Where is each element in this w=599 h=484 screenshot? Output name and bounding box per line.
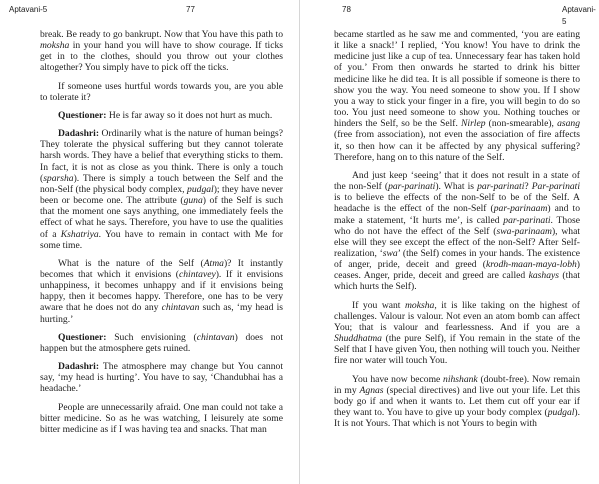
text-run: break. Be ready to go bankrupt. Now that You have this path to — [40, 29, 283, 40]
italic-term: sparsha — [43, 172, 74, 184]
italic-term: Agnas — [359, 384, 384, 396]
italic-term: chintavan — [161, 302, 200, 314]
text-run: (non-smearable), — [485, 118, 558, 130]
text-run: ). What is — [435, 181, 478, 193]
text-run: ). It is not Yours. That which is not Yours to begin with — [334, 407, 580, 430]
body-paragraph — [40, 332, 283, 354]
speaker-label: Questioner: — [58, 331, 107, 343]
text-run: ? — [524, 181, 532, 193]
text-run: such as, ‘my head is hurting.’ — [40, 302, 284, 325]
italic-term: Kshatriya — [60, 228, 99, 240]
italic-term: swa — [382, 247, 398, 259]
text-run: ). If it envisions unhappiness, it becomes unhappy and if it envisions being happy, then it becomes happy. Therefore, one has to be very aware that he does not do any — [40, 268, 283, 314]
text-run: ); they have never been or become one. The attribute ( — [40, 183, 283, 207]
italic-term: Par-parinati — [531, 181, 580, 193]
italic-term: Atma — [203, 257, 224, 269]
page-body — [40, 29, 283, 438]
text-run: ). There is simply a touch between the Self and the non-Self (the physical body complex, — [40, 172, 283, 195]
italic-term: par-parinaam — [493, 203, 548, 215]
italic-term: par-parinati — [477, 181, 525, 193]
page-body — [334, 29, 580, 432]
italic-term: chintavey — [178, 268, 216, 280]
body-paragraph — [40, 128, 283, 251]
italic-term: par-parinati — [388, 181, 436, 193]
text-run: If someone uses hurtful words towards you, are you able to tolerate it? — [40, 80, 283, 103]
text-run: in your hand you will have to show courage. If ticks get in to the clothes, should you throw out your clothes altogether? You simply have to pick off the ticks. — [40, 40, 283, 74]
speaker-label: Dadashri: — [58, 128, 100, 140]
left-page — [0, 0, 299, 484]
body-paragraph — [40, 81, 283, 103]
italic-term: par-parinati — [503, 214, 551, 226]
speaker-label: Dadashri: — [58, 361, 100, 373]
page-number: 78 — [342, 5, 351, 14]
text-run: is to believe the effects of the non-Self to be of the Self. A headache is the effect of the non-Self ( — [334, 192, 580, 215]
text-run: ) of the Self is such that the moment one says anything, one immediately feels the effect of what he says. Therefore, you have to use the qualities of a — [40, 195, 283, 240]
right-page — [300, 0, 599, 484]
body-paragraph — [40, 258, 283, 325]
text-run: He is far away so it does not hurt as much. — [106, 109, 273, 121]
text-run: ) ceases. Anger, pride, deceit and greed are called — [334, 259, 580, 282]
text-run: )? It instantly becomes that which it envisions ( — [40, 257, 284, 280]
italic-term: chintavan — [196, 331, 235, 343]
text-run: ), what else will they see except the effect of the non-Self? After Self-realization, ‘ — [334, 225, 581, 259]
body-paragraph — [334, 374, 580, 430]
italic-term: pudgal — [187, 183, 214, 195]
italic-term: moksha — [405, 299, 435, 311]
italic-term: guna — [183, 195, 203, 207]
text-run: Ordinarily what is the nature of human beings? They tolerate the physical suffering but they cannot tolerate harsh words. They have a belief that everything sticks to them. In fact, it is not as close as you think. There is only a touch ( — [40, 128, 283, 184]
text-run: . You have to remain in contact with Me for some time. — [40, 228, 284, 251]
italic-term: swa-parinaam — [496, 225, 552, 237]
body-paragraph — [334, 170, 580, 293]
text-run: (special directives) and live out your life. Let this body go if and when it wants to. Let them cut off your ear if they want to. You have to give up your body complex ( — [334, 384, 580, 418]
text-run: ) and to make a statement, ‘It hurts me’, is called — [334, 203, 580, 226]
text-run: ) does not happen but the atmosphere gets ruined. — [40, 331, 283, 354]
text-run: ’ (the Self) comes in your hands. The existence of anger, pride, deceit and greed ( — [334, 247, 580, 271]
text-run: (that which hurts the Self). — [334, 270, 580, 293]
text-run: (free from association), not even the association of fire affects it, so then how can it be affected by any physical suffering? Therefore, hang on to this nature of the Self. — [334, 129, 580, 163]
text-run: If you want — [352, 299, 405, 311]
text-run: You have now become — [352, 373, 444, 385]
running-title: Aptavani-5 — [562, 5, 596, 26]
body-paragraph — [40, 361, 283, 394]
text-run: (the pure Self), if You remain in the state of the Self that I have given You, then nothing will touch you. Neither fire nor water will touch You. — [334, 333, 580, 367]
body-paragraph — [334, 29, 580, 163]
page-number: 77 — [186, 5, 195, 14]
italic-term: Shuddhatma — [334, 333, 382, 345]
text-run: And just keep ‘seeing’ that it does not result in a state of the non-Self ( — [334, 169, 580, 193]
body-paragraph — [40, 29, 283, 74]
body-paragraph — [40, 110, 283, 121]
italic-term: asang — [557, 118, 581, 130]
body-paragraph — [40, 402, 283, 435]
text-run: People are unnecessarily afraid. One man could not take a bitter medicine. So as he was watching, I leisurely ate some bitter medicine as if I was having tea and snacks. That man — [40, 401, 283, 435]
italic-term: krodh-maan-maya-lobh — [486, 259, 577, 271]
text-run: . Those who do not have the effect of the Self ( — [334, 214, 580, 237]
italic-term: pudgal — [547, 407, 575, 418]
text-run: , it is like taking on the highest of challenges. Valour is valour. Not even an atom bomb can affect You; that is valour and fearlessness. And if you are a — [334, 299, 581, 333]
body-paragraph — [334, 300, 580, 367]
italic-term: nihshank — [443, 373, 478, 385]
text-run: (doubt-free). Now remain in my — [334, 373, 580, 396]
speaker-label: Questioner: — [58, 109, 107, 121]
text-run: Such envisioning ( — [106, 331, 197, 343]
text-run: What is the nature of the Self ( — [58, 257, 204, 269]
italic-term: moksha — [40, 40, 70, 52]
italic-term: Nirlep — [461, 118, 486, 130]
text-run: The atmosphere may change but You cannot say, ‘my head is hurting’. You have to say, ‘Chandubhai has a headache.’ — [40, 361, 283, 395]
italic-term: kashays — [528, 270, 559, 282]
text-run: became startled as he saw me and commented, ‘you are eating it like a snack!’ I replied, ‘You know! You have to drink the medicine just like a cup of tea. Unnecessary fear has taken hold of you.’ From then onwards he started to drink his bitter medicine like he did tea. It is all possible if someone is there to show you the way. You need someone to show you. If I show you a way to stick your finger in a fire, you will begin to do so too. You just need someone to show you. Nothing touches or hinders the Self, so be the Self. — [334, 29, 580, 130]
running-title: Aptavani-5 — [9, 5, 48, 14]
